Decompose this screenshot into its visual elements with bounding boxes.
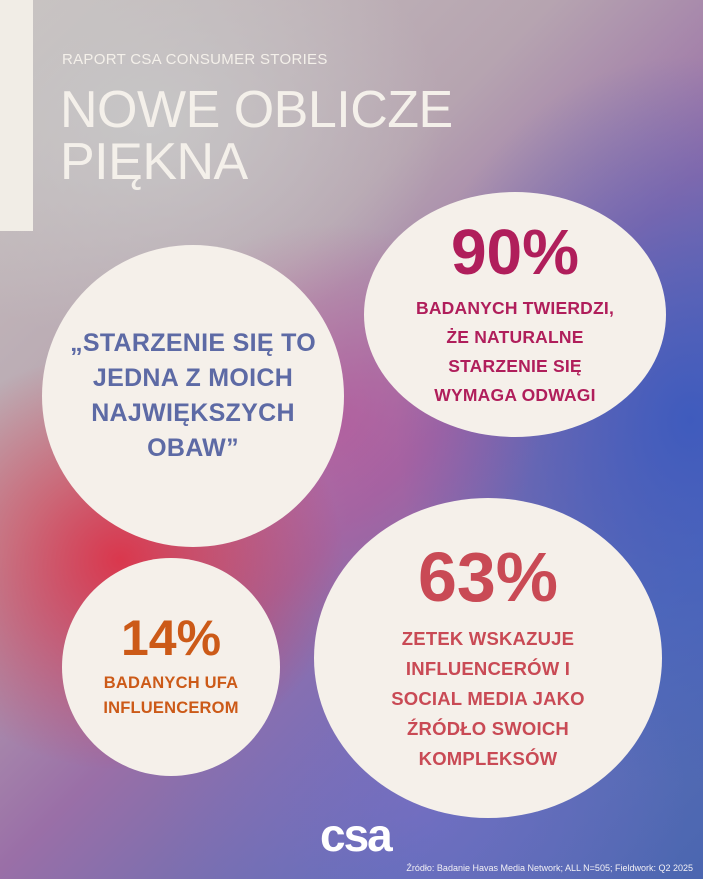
quote-line: „STARZENIE SIĘ TO <box>70 329 316 357</box>
caption-line: ZETEK WSKAZUJE <box>401 628 575 649</box>
title-line-2: PIĘKNA <box>60 133 248 191</box>
stat-90-caption <box>416 294 614 410</box>
source-note: Źródło: Badanie Havas Media Network; ALL N=505; Fieldwork: Q2 2025 <box>406 863 693 873</box>
quote-line: JEDNA Z MOICH <box>92 364 294 392</box>
caption-line: BADANYCH UFA <box>103 674 239 692</box>
stat-63-value: 63% <box>417 538 559 616</box>
stat-14-value: 14% <box>120 610 222 666</box>
csa-logo: csa <box>320 809 391 861</box>
quote-circle <box>42 245 344 547</box>
stat-90-value: 90% <box>450 215 580 288</box>
page-title <box>60 81 453 191</box>
quote-line: OBAW” <box>147 434 239 462</box>
decorative-side-bar <box>0 0 33 231</box>
quote-line: NAJWIĘKSZYCH <box>91 399 295 427</box>
stat-14-caption <box>103 671 238 721</box>
caption-line: SOCIAL MEDIA JAKO <box>391 688 585 709</box>
caption-line: BADANYCH TWIERDZI, <box>415 297 615 318</box>
title-line-1: NOWE OBLICZE <box>60 81 453 139</box>
stat-63-circle <box>314 498 662 818</box>
caption-line: INFLUENCEROM <box>103 699 239 717</box>
stat-90-circle <box>364 192 666 437</box>
quote-text <box>70 326 316 466</box>
caption-line: STARZENIE SIĘ <box>448 355 582 376</box>
caption-line: KOMPLEKSÓW <box>418 748 558 769</box>
caption-line: WYMAGA ODWAGI <box>434 384 596 405</box>
report-kicker: RAPORT CSA CONSUMER STORIES <box>62 51 328 68</box>
stat-14-circle <box>62 558 280 776</box>
caption-line: ŹRÓDŁO SWOICH <box>407 718 569 739</box>
caption-line: INFLUENCERÓW I <box>405 658 571 679</box>
caption-line: ŻE NATURALNE <box>446 326 584 347</box>
stat-63-caption <box>391 624 585 774</box>
